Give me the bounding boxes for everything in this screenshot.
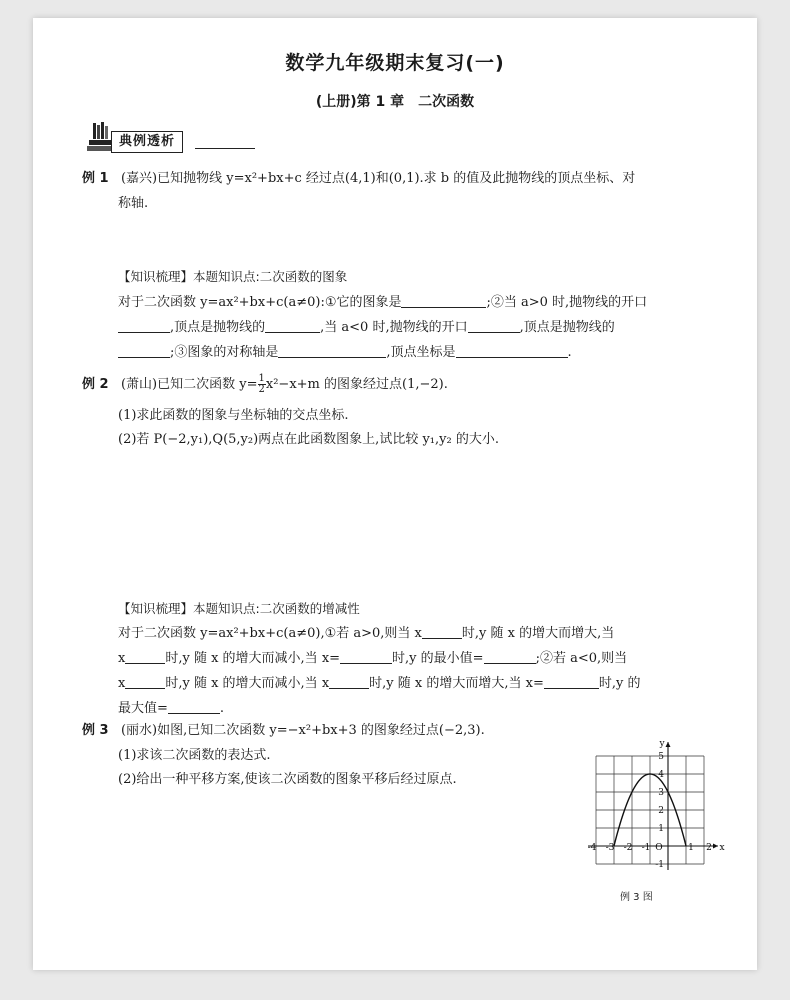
k2-text-a: 对于二次函数 y=ax²+bx+c(a≠0),①若 a>0,则当 x xyxy=(118,626,422,641)
y-axis-arrow-icon xyxy=(666,742,671,747)
knowledge2-line1 xyxy=(118,624,614,643)
k2-text-k: 最大值= xyxy=(118,701,168,716)
x-tick-label: -2 xyxy=(623,843,633,853)
x-tick-label: 2 xyxy=(706,843,712,853)
k2-text-j: 时,y 的 xyxy=(598,676,641,691)
blank-axis[interactable] xyxy=(278,343,386,358)
k1-text-d: ,当 a<0 时,抛物线的开口 xyxy=(320,320,468,335)
blank-vertex-highest[interactable] xyxy=(118,343,170,358)
blank-opening-up[interactable] xyxy=(118,318,170,333)
example3-graph xyxy=(576,738,726,938)
frac-den: 2 xyxy=(258,384,265,395)
example2-q1: (1)求此函数的图象与坐标轴的交点坐标. xyxy=(118,408,349,423)
blank-opening-down[interactable] xyxy=(468,318,520,333)
example1-text: 已知抛物线 y=x²+bx+c 经过点(4,1)和(0,1).求 b 的值及此抛物线的顶点坐标、对 xyxy=(157,171,636,186)
example2-line1 xyxy=(82,373,448,397)
example2-source: (萧山) xyxy=(120,377,158,392)
k2-text-d: 时,y 随 x 的增大而减小,当 x= xyxy=(165,651,341,666)
x-tick-label: -4 xyxy=(587,843,597,853)
blank-min-value[interactable] xyxy=(484,649,536,664)
blank-increase-range-2[interactable] xyxy=(329,674,369,689)
worksheet-page xyxy=(33,18,757,970)
y-tick-label: 4 xyxy=(658,770,664,780)
k1-text-c: ,顶点是抛物线的 xyxy=(170,320,266,335)
example1-label: 例 1 xyxy=(82,171,109,186)
x-tick-label: 1 xyxy=(688,843,694,853)
knowledge1-header: 【知识梳理】本题知识点:二次函数的图象 xyxy=(118,269,348,284)
example2-text-b: x²−x+m 的图象经过点(1,−2). xyxy=(265,377,448,392)
k1-text-b: ;②当 a>0 时,抛物线的开口 xyxy=(486,295,648,310)
example2-label: 例 2 xyxy=(82,377,109,392)
page-title: 数学九年级期末复习(一) xyxy=(285,52,505,74)
knowledge2-line4 xyxy=(118,699,224,718)
k2-text-h: 时,y 随 x 的增大而减小,当 x xyxy=(165,676,330,691)
knowledge2-header: 【知识梳理】本题知识点:二次函数的增减性 xyxy=(118,601,360,616)
k1-text-h: . xyxy=(567,345,572,360)
blank-increase-range[interactable] xyxy=(422,624,462,639)
k2-text-e: 时,y 的最小值= xyxy=(392,651,484,666)
knowledge2-line3 xyxy=(118,674,640,693)
example3-text: 如图,已知二次函数 y=−x²+bx+3 的图象经过点(−2,3). xyxy=(157,723,485,738)
k1-text-g: ,顶点坐标是 xyxy=(386,345,456,360)
knowledge1-line2 xyxy=(118,318,615,337)
example2-text-a: 已知二次函数 y= xyxy=(157,377,258,392)
blank-decrease-range[interactable] xyxy=(125,649,165,664)
example1-line1 xyxy=(82,170,635,188)
k2-text-c: x xyxy=(118,651,126,666)
k1-text-a: 对于二次函数 y=ax²+bx+c(a≠0):①它的图象是 xyxy=(118,295,402,310)
x-axis-label: x xyxy=(719,843,725,853)
page-subtitle: (上册)第 1 章 二次函数 xyxy=(315,94,475,110)
example3-line1 xyxy=(82,722,485,740)
origin-label: O xyxy=(655,843,663,853)
y-axis-label: y xyxy=(659,739,665,749)
example3-q2: (2)给出一种平移方案,使该二次函数的图象平移后经过原点. xyxy=(118,772,457,787)
k2-text-l: . xyxy=(219,701,225,716)
blank-max-value[interactable] xyxy=(168,699,220,714)
section-banner xyxy=(85,120,235,154)
k1-text-f: ;③图象的对称轴是 xyxy=(170,345,279,360)
knowledge1-line1 xyxy=(118,293,647,312)
k2-text-g: x xyxy=(118,676,126,691)
k2-text-b: 时,y 随 x 的增大而增大,当 xyxy=(461,626,615,641)
blank-min-x[interactable] xyxy=(340,649,392,664)
example3-q1: (1)求该二次函数的表达式. xyxy=(118,748,271,763)
y-tick-label: 5 xyxy=(658,752,664,762)
figure-caption: 例 3 图 xyxy=(620,892,653,903)
x-tick-label: -3 xyxy=(605,843,615,853)
y-tick-label: -1 xyxy=(655,860,664,870)
blank-max-x[interactable] xyxy=(544,674,599,689)
x-axis-arrow-icon xyxy=(713,844,718,849)
fraction-one-half xyxy=(258,374,266,395)
knowledge1-line3 xyxy=(118,343,572,362)
example3-source: (丽水) xyxy=(120,723,158,738)
example2-q2: (2)若 P(−2,y₁),Q(5,y₂)两点在此函数图象上,试比较 y₁,y₂ 的大小. xyxy=(118,432,499,447)
banner-rule xyxy=(195,148,255,149)
example3-label: 例 3 xyxy=(82,723,109,738)
blank-decrease-range-2[interactable] xyxy=(125,674,165,689)
y-tick-label: 3 xyxy=(658,788,664,798)
section-banner-label: 典例透析 xyxy=(111,131,183,153)
k1-text-e: ,顶点是抛物线的 xyxy=(519,320,615,335)
blank-vertex-coords[interactable] xyxy=(456,343,568,358)
parabola-graph xyxy=(576,738,726,888)
frac-num: 1 xyxy=(258,373,265,384)
blank-vertex-lowest[interactable] xyxy=(265,318,320,333)
example1-source: (嘉兴) xyxy=(120,171,158,186)
example1-line2: 称轴. xyxy=(118,196,149,211)
k2-text-f: ;②若 a<0,则当 xyxy=(535,651,628,666)
y-tick-label: 2 xyxy=(658,806,664,816)
x-tick-label: -1 xyxy=(641,843,651,853)
k2-text-i: 时,y 随 x 的增大而增大,当 x= xyxy=(369,676,544,691)
y-tick-label: 1 xyxy=(658,824,664,834)
blank-graph-shape[interactable] xyxy=(401,293,486,308)
knowledge2-line2 xyxy=(118,649,627,668)
